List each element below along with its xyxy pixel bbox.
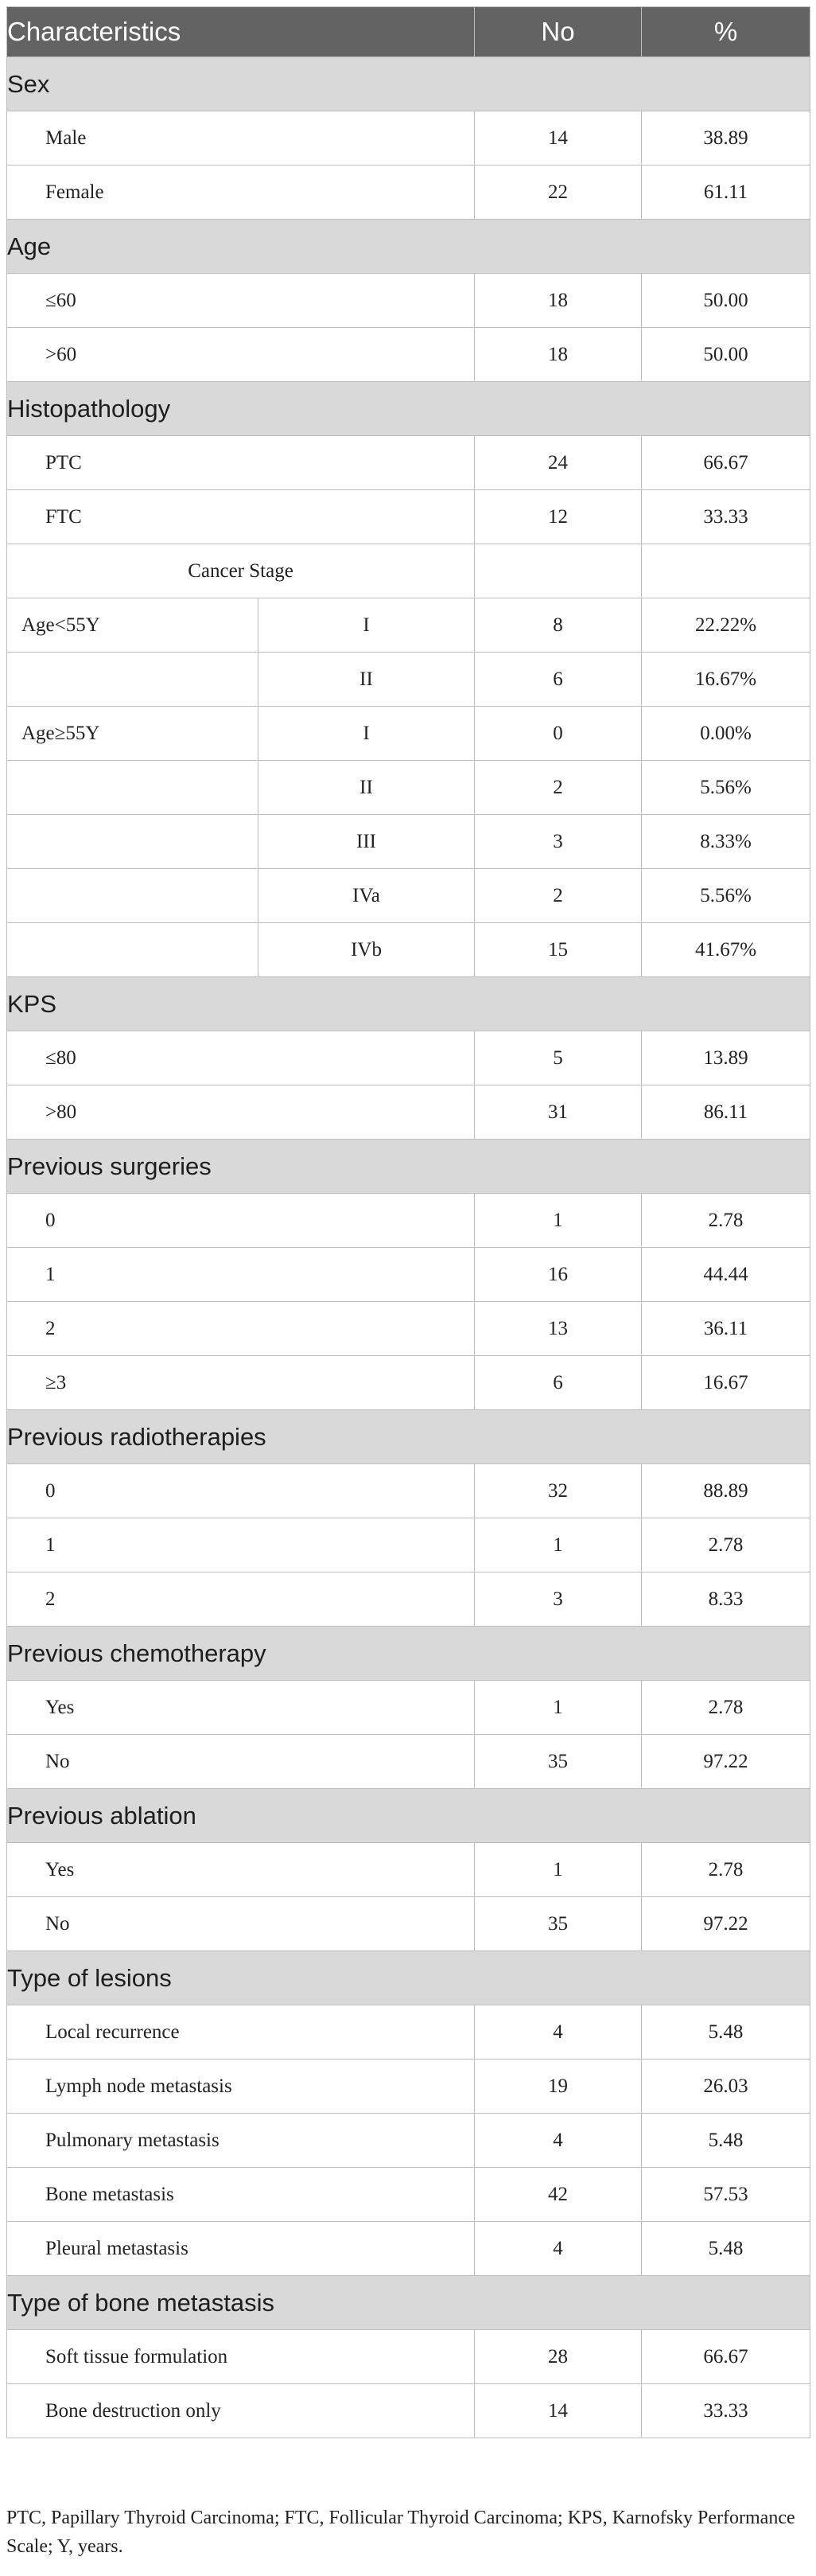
row-percent: 50.00 bbox=[642, 274, 810, 328]
cancer-stage-header-row bbox=[7, 544, 810, 598]
stage-percent: 0.00% bbox=[642, 707, 810, 761]
row-percent: 16.67 bbox=[642, 1356, 810, 1410]
table-row bbox=[7, 2384, 810, 2438]
section-header-row bbox=[7, 977, 810, 1031]
stage-row bbox=[7, 815, 810, 869]
section-header-row bbox=[7, 382, 810, 436]
row-percent: 44.44 bbox=[642, 1248, 810, 1302]
section-header-row bbox=[7, 220, 810, 274]
stage-count: 0 bbox=[475, 707, 642, 761]
stage-label: IVb bbox=[258, 923, 475, 977]
row-count: 31 bbox=[475, 1085, 642, 1140]
row-label: Soft tissue formulation bbox=[7, 2330, 475, 2384]
table-row bbox=[7, 1572, 810, 1627]
row-count: 13 bbox=[475, 1302, 642, 1356]
row-label: ≤60 bbox=[7, 274, 475, 328]
row-label: ≤80 bbox=[7, 1031, 475, 1085]
stage-age-group bbox=[7, 761, 258, 815]
row-percent: 97.22 bbox=[642, 1735, 810, 1789]
table-row bbox=[7, 1302, 810, 1356]
section-header-row bbox=[7, 1951, 810, 2005]
table-row bbox=[7, 166, 810, 220]
row-percent: 5.48 bbox=[642, 2114, 810, 2168]
table-row bbox=[7, 2168, 810, 2222]
section-title: Type of bone metastasis bbox=[7, 2276, 810, 2330]
row-label: Local recurrence bbox=[7, 2005, 475, 2060]
section-header-row bbox=[7, 57, 810, 111]
stage-age-group: Age<55Y bbox=[7, 598, 258, 653]
row-percent: 5.48 bbox=[642, 2005, 810, 2060]
stage-row bbox=[7, 707, 810, 761]
row-percent: 86.11 bbox=[642, 1085, 810, 1140]
row-percent: 2.78 bbox=[642, 1843, 810, 1897]
row-count: 42 bbox=[475, 2168, 642, 2222]
table-row bbox=[7, 436, 810, 490]
row-label: Female bbox=[7, 166, 475, 220]
table-row bbox=[7, 2114, 810, 2168]
row-count: 6 bbox=[475, 1356, 642, 1410]
table-row bbox=[7, 1464, 810, 1518]
stage-count: 2 bbox=[475, 761, 642, 815]
table-row bbox=[7, 2222, 810, 2276]
row-count: 16 bbox=[475, 1248, 642, 1302]
row-percent: 2.78 bbox=[642, 1518, 810, 1572]
section-header-row bbox=[7, 1140, 810, 1194]
row-count: 19 bbox=[475, 2060, 642, 2114]
row-label: Lymph node metastasis bbox=[7, 2060, 475, 2114]
section-title: KPS bbox=[7, 977, 810, 1031]
section-title: Previous surgeries bbox=[7, 1140, 810, 1194]
row-count: 22 bbox=[475, 166, 642, 220]
stage-count: 6 bbox=[475, 653, 642, 707]
row-percent: 66.67 bbox=[642, 2330, 810, 2384]
section-title: Histopathology bbox=[7, 382, 810, 436]
row-label: 2 bbox=[7, 1302, 475, 1356]
section-title: Previous radiotherapies bbox=[7, 1410, 810, 1464]
row-label: No bbox=[7, 1735, 475, 1789]
stage-row bbox=[7, 598, 810, 653]
table-row bbox=[7, 1085, 810, 1140]
stage-age-group: Age≥55Y bbox=[7, 707, 258, 761]
stage-row bbox=[7, 923, 810, 977]
row-count: 14 bbox=[475, 2384, 642, 2438]
row-label: Bone metastasis bbox=[7, 2168, 475, 2222]
row-percent: 38.89 bbox=[642, 111, 810, 166]
row-label: Yes bbox=[7, 1843, 475, 1897]
row-label: FTC bbox=[7, 490, 475, 544]
row-label: 0 bbox=[7, 1464, 475, 1518]
row-count: 24 bbox=[475, 436, 642, 490]
row-percent: 33.33 bbox=[642, 2384, 810, 2438]
cancer-stage-title: Cancer Stage bbox=[7, 544, 475, 598]
stage-percent: 41.67% bbox=[642, 923, 810, 977]
header-percent: % bbox=[642, 7, 810, 57]
stage-age-group bbox=[7, 653, 258, 707]
stage-label: IVa bbox=[258, 869, 475, 923]
stage-count: 15 bbox=[475, 923, 642, 977]
row-label: PTC bbox=[7, 436, 475, 490]
section-title: Type of lesions bbox=[7, 1951, 810, 2005]
table-row bbox=[7, 2005, 810, 2060]
table-row bbox=[7, 1518, 810, 1572]
table-row bbox=[7, 111, 810, 166]
section-title: Age bbox=[7, 220, 810, 274]
stage-percent: 16.67% bbox=[642, 653, 810, 707]
table-row bbox=[7, 2330, 810, 2384]
stage-age-group bbox=[7, 923, 258, 977]
row-label: Bone destruction only bbox=[7, 2384, 475, 2438]
row-percent: 13.89 bbox=[642, 1031, 810, 1085]
row-percent: 5.48 bbox=[642, 2222, 810, 2276]
row-count: 28 bbox=[475, 2330, 642, 2384]
row-percent: 2.78 bbox=[642, 1194, 810, 1248]
row-count: 1 bbox=[475, 1843, 642, 1897]
stage-row bbox=[7, 761, 810, 815]
row-label: Male bbox=[7, 111, 475, 166]
row-label: 1 bbox=[7, 1518, 475, 1572]
stage-age-group bbox=[7, 869, 258, 923]
row-percent: 66.67 bbox=[642, 436, 810, 490]
row-count: 4 bbox=[475, 2222, 642, 2276]
table-header-row bbox=[7, 7, 810, 57]
row-count: 4 bbox=[475, 2005, 642, 2060]
stage-count: 3 bbox=[475, 815, 642, 869]
table-footnote: PTC, Papillary Thyroid Carcinoma; FTC, Follicular Thyroid Carcinoma; KPS, Karnofsky Performance Scale; Y, years. bbox=[6, 2508, 795, 2557]
table-row bbox=[7, 1194, 810, 1248]
section-header-row bbox=[7, 1789, 810, 1843]
row-count: 32 bbox=[475, 1464, 642, 1518]
row-percent: 97.22 bbox=[642, 1897, 810, 1951]
row-count: 5 bbox=[475, 1031, 642, 1085]
stage-label: II bbox=[258, 653, 475, 707]
stage-count: 8 bbox=[475, 598, 642, 653]
row-percent: 26.03 bbox=[642, 2060, 810, 2114]
section-header-row bbox=[7, 1627, 810, 1681]
row-label: ≥3 bbox=[7, 1356, 475, 1410]
header-no: No bbox=[475, 7, 642, 57]
stage-label: I bbox=[258, 707, 475, 761]
table-row bbox=[7, 328, 810, 382]
row-label: 1 bbox=[7, 1248, 475, 1302]
table-row bbox=[7, 1248, 810, 1302]
row-label: 0 bbox=[7, 1194, 475, 1248]
table-row bbox=[7, 490, 810, 544]
row-count: 3 bbox=[475, 1572, 642, 1627]
row-percent: 50.00 bbox=[642, 328, 810, 382]
row-percent: 33.33 bbox=[642, 490, 810, 544]
row-percent: 57.53 bbox=[642, 2168, 810, 2222]
row-label: Pleural metastasis bbox=[7, 2222, 475, 2276]
row-label: 2 bbox=[7, 1572, 475, 1627]
stage-percent: 5.56% bbox=[642, 869, 810, 923]
row-count: 35 bbox=[475, 1735, 642, 1789]
row-percent: 36.11 bbox=[642, 1302, 810, 1356]
table-row bbox=[7, 1843, 810, 1897]
table-body bbox=[7, 7, 810, 2438]
table-row bbox=[7, 274, 810, 328]
row-count: 18 bbox=[475, 328, 642, 382]
table-row bbox=[7, 1897, 810, 1951]
section-header-row bbox=[7, 1410, 810, 1464]
row-count: 1 bbox=[475, 1681, 642, 1735]
section-header-row bbox=[7, 2276, 810, 2330]
stage-age-group bbox=[7, 815, 258, 869]
row-percent: 61.11 bbox=[642, 166, 810, 220]
stage-label: II bbox=[258, 761, 475, 815]
table-row bbox=[7, 1735, 810, 1789]
row-label: No bbox=[7, 1897, 475, 1951]
stage-percent: 8.33% bbox=[642, 815, 810, 869]
row-label: >80 bbox=[7, 1085, 475, 1140]
row-percent: 2.78 bbox=[642, 1681, 810, 1735]
row-count: 12 bbox=[475, 490, 642, 544]
row-count: 14 bbox=[475, 111, 642, 166]
stage-row bbox=[7, 653, 810, 707]
table-row bbox=[7, 2060, 810, 2114]
characteristics-table bbox=[6, 6, 810, 2438]
table-row bbox=[7, 1356, 810, 1410]
row-percent: 8.33 bbox=[642, 1572, 810, 1627]
stage-percent: 5.56% bbox=[642, 761, 810, 815]
row-count: 4 bbox=[475, 2114, 642, 2168]
empty-cell bbox=[475, 544, 642, 598]
section-title: Sex bbox=[7, 57, 810, 111]
section-title: Previous chemotherapy bbox=[7, 1627, 810, 1681]
stage-label: I bbox=[258, 598, 475, 653]
table-row bbox=[7, 1681, 810, 1735]
row-label: >60 bbox=[7, 328, 475, 382]
row-percent: 88.89 bbox=[642, 1464, 810, 1518]
row-label: Pulmonary metastasis bbox=[7, 2114, 475, 2168]
stage-count: 2 bbox=[475, 869, 642, 923]
table-row bbox=[7, 1031, 810, 1085]
row-label: Yes bbox=[7, 1681, 475, 1735]
stage-label: III bbox=[258, 815, 475, 869]
row-count: 1 bbox=[475, 1518, 642, 1572]
stage-percent: 22.22% bbox=[642, 598, 810, 653]
header-characteristics: Characteristics bbox=[7, 7, 475, 57]
row-count: 1 bbox=[475, 1194, 642, 1248]
stage-row bbox=[7, 869, 810, 923]
row-count: 18 bbox=[475, 274, 642, 328]
empty-cell bbox=[642, 544, 810, 598]
row-count: 35 bbox=[475, 1897, 642, 1951]
section-title: Previous ablation bbox=[7, 1789, 810, 1843]
